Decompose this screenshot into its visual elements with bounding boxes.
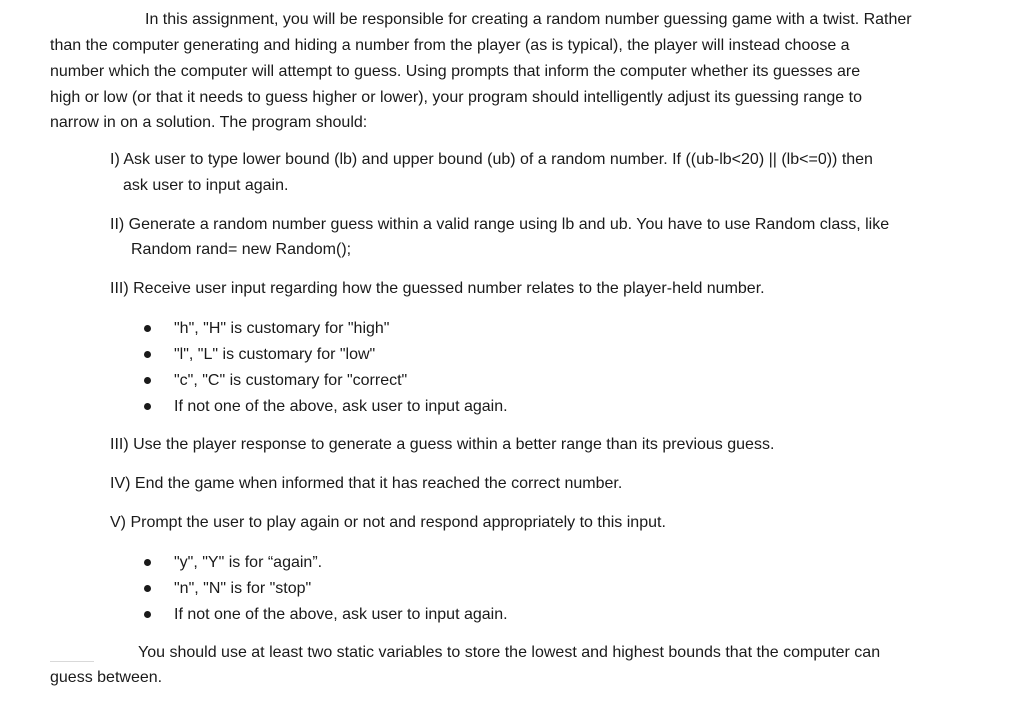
step-2-line-2: Random rand= new Random(); — [131, 241, 352, 258]
bullet-dot-icon — [144, 351, 151, 358]
guess-bullet-low: "l", "L" is customary for "low" — [174, 346, 376, 363]
guess-bullet-correct: "c", "C" is customary for "correct" — [174, 372, 408, 389]
again-bullet-no: "n", "N" is for "stop" — [174, 580, 312, 597]
again-bullet-yes: "y", "Y" is for “again”. — [174, 554, 323, 571]
step-3b-line: III) Use the player response to generate a guess within a better range than its previous guess. — [110, 436, 775, 453]
again-bullet-invalid: If not one of the above, ask user to input again. — [174, 606, 508, 623]
closing-line-2: guess between. — [50, 669, 163, 686]
step-1-line-1: I) Ask user to type lower bound (lb) and upper bound (ub) of a random number. If ((ub-lb<20) || (lb<=0)) then — [110, 151, 873, 168]
bullet-dot-icon — [144, 403, 151, 410]
guess-bullet-high: "h", "H" is customary for "high" — [174, 320, 390, 337]
bullet-dot-icon — [144, 377, 151, 384]
intro-line-5: narrow in on a solution. The program should: — [50, 114, 368, 131]
step-3-line: III) Receive user input regarding how the guessed number relates to the player-held number. — [110, 280, 765, 297]
step-5-line: V) Prompt the user to play again or not and respond appropriately to this input. — [110, 514, 666, 531]
intro-line-1: In this assignment, you will be responsible for creating a random number guessing game with a twist. Rather — [145, 11, 912, 28]
divider-mark — [50, 661, 94, 662]
step-4-line: IV) End the game when informed that it has reached the correct number. — [110, 475, 623, 492]
intro-line-3: number which the computer will attempt to guess. Using prompts that inform the computer whether its guesses are — [50, 63, 861, 80]
intro-line-4: high or low (or that it needs to guess higher or lower), your program should intelligently adjust its guessing range to — [50, 89, 862, 106]
closing-line-1: You should use at least two static variables to store the lowest and highest bounds that the computer can — [138, 644, 881, 661]
intro-line-2: than the computer generating and hiding a number from the player (as is typical), the player will instead choose a — [50, 37, 850, 54]
step-1-line-2: ask user to input again. — [123, 177, 289, 194]
bullet-dot-icon — [144, 611, 151, 618]
guess-bullet-invalid: If not one of the above, ask user to input again. — [174, 398, 508, 415]
bullet-dot-icon — [144, 325, 151, 332]
bullet-dot-icon — [144, 585, 151, 592]
step-2-line-1: II) Generate a random number guess within a valid range using lb and ub. You have to use Random class, like — [110, 216, 890, 233]
bullet-dot-icon — [144, 559, 151, 566]
